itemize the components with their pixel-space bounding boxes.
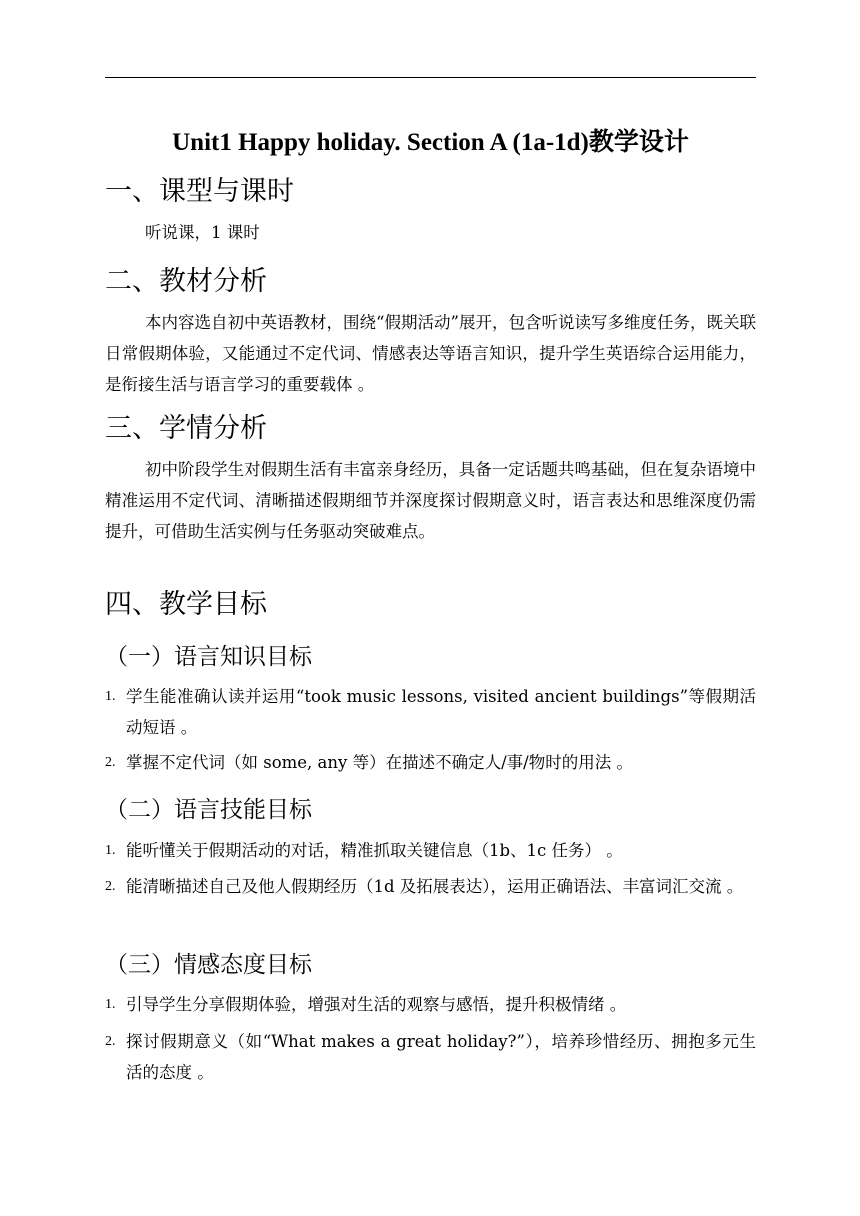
list-item [105, 989, 756, 1020]
list-item-number: 1. [105, 997, 116, 1012]
list-item-number: 1. [105, 689, 116, 704]
section-heading-material-analysis: 二、教材分析 [105, 266, 267, 297]
list-item [105, 681, 756, 743]
section-paragraph-lesson-type: 听说课，1 课时 [145, 223, 260, 242]
section-heading-lesson-type: 一、课型与课时 [105, 176, 294, 207]
list-item-text: 引导学生分享假期体验，增强对生活的观察与感悟，提升积极情绪 。 [126, 995, 627, 1014]
list-item-text: 掌握不定代词（如 some, any 等）在描述不确定人/事/物时的用法 。 [126, 753, 633, 772]
list-item [105, 835, 756, 866]
list-item-text: 能清晰描述自己及他人假期经历（1d 及拓展表达），运用正确语法、丰富词汇交流 。 [126, 877, 744, 896]
subsection-heading-language-knowledge: （一）语言知识目标 [105, 644, 312, 670]
subsection-heading-emotional-attitude: （三）情感态度目标 [105, 952, 312, 978]
section-heading-teaching-objectives: 四、教学目标 [105, 589, 267, 620]
list-item-text: 学生能准确认读并运用“took music lessons, visited ancient buildings”等假期活动短语 。 [126, 687, 756, 737]
list-item [105, 747, 756, 778]
list-item-text: 能听懂关于假期活动的对话，精准抓取关键信息（1b、1c 任务） 。 [126, 841, 623, 860]
header-rule [105, 77, 756, 78]
list-item-number: 2. [105, 879, 116, 894]
section-paragraph-material-analysis: 本内容选自初中英语教材，围绕“假期活动”展开，包含听说读写多维度任务，既关联日常假期体验，又能通过不定代词、情感表达等语言知识，提升学生英语综合运用能力，是衔接生活与语言学习的重要载体 。 [105, 313, 756, 394]
list-item-number: 1. [105, 843, 116, 858]
section-paragraph-learner-analysis: 初中阶段学生对假期生活有丰富亲身经历，具备一定话题共鸣基础，但在复杂语境中精准运用不定代词、清晰描述假期细节并深度探讨假期意义时，语言表达和思维深度仍需提升，可借助生活实例与任务驱动突破难点。 [105, 460, 756, 541]
subsection-heading-language-skills: （二）语言技能目标 [105, 797, 312, 823]
list-item [105, 1026, 756, 1088]
list-item-number: 2. [105, 755, 116, 770]
section-heading-learner-analysis: 三、学情分析 [105, 413, 267, 444]
document-title: Unit1 Happy holiday. Section A (1a-1d)教学设计 [172, 129, 689, 156]
list-item-text: 探讨假期意义（如“What makes a great holiday?”），培养珍惜经历、拥抱多元生活的态度 。 [126, 1032, 756, 1082]
list-item [105, 871, 756, 902]
list-item-number: 2. [105, 1034, 116, 1049]
